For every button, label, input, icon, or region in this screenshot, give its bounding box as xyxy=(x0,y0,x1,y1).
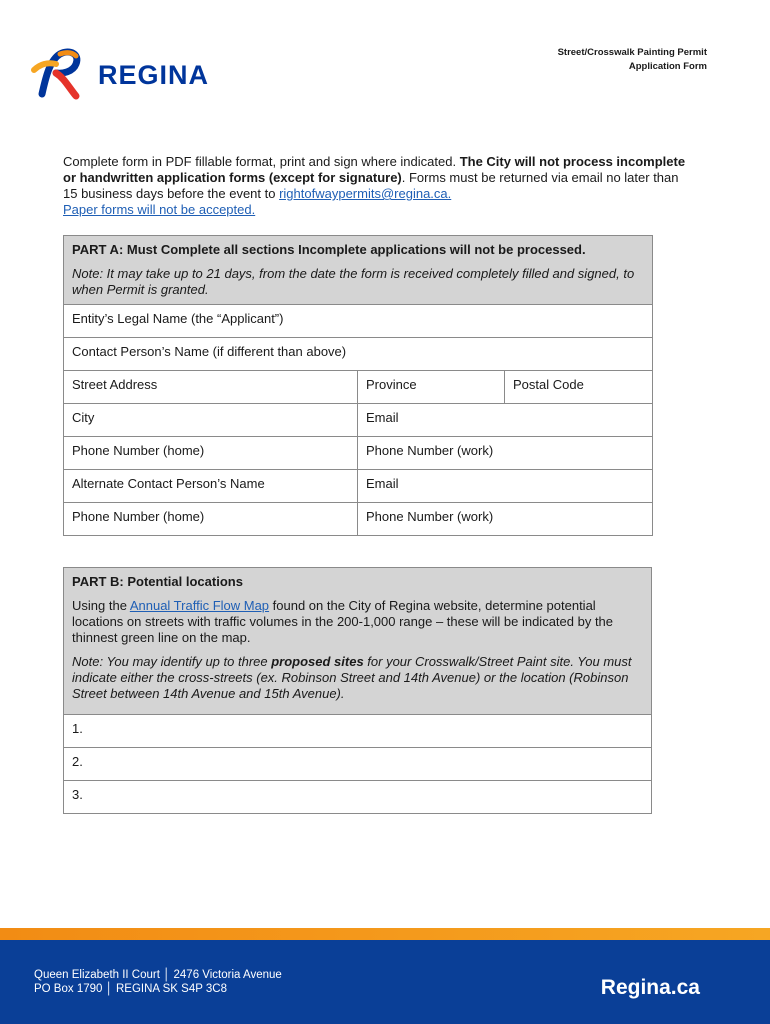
phone-home-field[interactable] xyxy=(64,437,358,470)
part-b-note-bold: proposed sites xyxy=(271,654,364,669)
proposed-site-3-label: 3. xyxy=(72,787,83,802)
legal-name-label: Entity’s Legal Name (the “Applicant”) xyxy=(72,311,284,326)
part-b-table xyxy=(63,567,652,814)
part-b-note-1: Note: You may identify up to three xyxy=(72,654,272,669)
alt-contact-label: Alternate Contact Person’s Name xyxy=(72,476,265,491)
document-title xyxy=(558,46,707,74)
part-b-note-2: for your Crosswalk/Street Paint site. You must indicate either the cross-streets (ex. Robinson Street and 14th Avenue) or the location (Robinson Street between 14th Avenue and 15th Avenue). xyxy=(72,654,632,701)
proposed-site-2-label: 2. xyxy=(72,754,83,769)
postal-code-field[interactable] xyxy=(505,371,653,404)
city-label: City xyxy=(72,410,95,425)
alt-phone-home-field[interactable] xyxy=(64,503,358,536)
phone-home-label: Phone Number (home) xyxy=(72,443,205,458)
footer-website[interactable]: Regina.ca xyxy=(600,976,700,999)
footer-stripe xyxy=(0,928,770,940)
contact-name-label: Contact Person’s Name (if different than above) xyxy=(72,344,347,359)
footer xyxy=(0,928,770,1024)
paper-forms-link[interactable]: Paper forms will not be accepted. xyxy=(63,202,256,217)
proposed-site-3-field[interactable] xyxy=(64,781,652,814)
part-b-text-1: Using the xyxy=(72,598,130,613)
address-line-2: PO Box 1790 │ REGINA SK S4P 3C8 xyxy=(34,983,227,995)
city-field[interactable] xyxy=(64,404,358,437)
alt-phone-home-label: Phone Number (home) xyxy=(72,509,205,524)
intro-text-1: Complete form in PDF fillable format, print and sign where indicated. xyxy=(63,154,460,169)
alt-contact-field[interactable] xyxy=(64,470,358,503)
part-b-header xyxy=(64,568,652,715)
part-a-heading: PART A: Must Complete all sections Incomplete applications will not be processed. xyxy=(72,242,586,257)
part-a-header xyxy=(64,236,653,305)
phone-work-field[interactable] xyxy=(358,437,653,470)
part-b-description xyxy=(72,598,643,646)
contact-name-field[interactable] xyxy=(64,338,653,371)
legal-name-field[interactable] xyxy=(64,305,653,338)
postal-code-label: Postal Code xyxy=(513,377,584,392)
part-b-note xyxy=(72,654,643,702)
alt-email-label: Email xyxy=(366,476,399,491)
alt-email-field[interactable] xyxy=(358,470,653,503)
logo-text: REGINA xyxy=(98,59,210,90)
title-line-1: Street/Crosswalk Painting Permit xyxy=(557,47,707,58)
title-line-2: Application Form xyxy=(628,61,707,72)
part-a-note: Note: It may take up to 21 days, from the date the form is received completely filled and signed, to when Permit is granted. xyxy=(72,266,635,297)
part-b-text-2: found on the City of Regina website, determine potential locations on streets with traffic volumes in the 200-1,000 range – these will be indicated by the thinnest green line on the map. xyxy=(72,598,614,645)
intro-text-2: . Forms must be returned via email no later than 15 business days before the event to xyxy=(63,170,679,201)
regina-logo xyxy=(30,46,209,104)
alt-phone-work-field[interactable] xyxy=(358,503,653,536)
footer-address xyxy=(34,968,282,996)
regina-r-logo-icon xyxy=(30,46,90,104)
intro-bold-text: The City will not process incomplete or handwritten application forms (except for signature) xyxy=(63,154,686,185)
street-address-field[interactable] xyxy=(64,371,358,404)
intro-paragraph xyxy=(63,154,693,218)
traffic-flow-map-link[interactable]: Annual Traffic Flow Map xyxy=(129,598,270,613)
part-a-table xyxy=(63,235,653,536)
email-link[interactable]: rightofwaypermits@regina.ca. xyxy=(279,186,452,201)
phone-work-label: Phone Number (work) xyxy=(366,443,494,458)
email-label: Email xyxy=(366,410,399,425)
province-field[interactable] xyxy=(358,371,505,404)
email-field[interactable] xyxy=(358,404,653,437)
province-label: Province xyxy=(366,377,417,392)
alt-phone-work-label: Phone Number (work) xyxy=(366,509,494,524)
part-b-heading: PART B: Potential locations xyxy=(72,574,243,589)
address-line-1: Queen Elizabeth II Court │ 2476 Victoria Avenue xyxy=(34,969,282,981)
proposed-site-1-field[interactable] xyxy=(64,715,652,748)
proposed-site-1-label: 1. xyxy=(72,721,83,736)
street-address-label: Street Address xyxy=(72,377,158,392)
proposed-site-2-field[interactable] xyxy=(64,748,652,781)
